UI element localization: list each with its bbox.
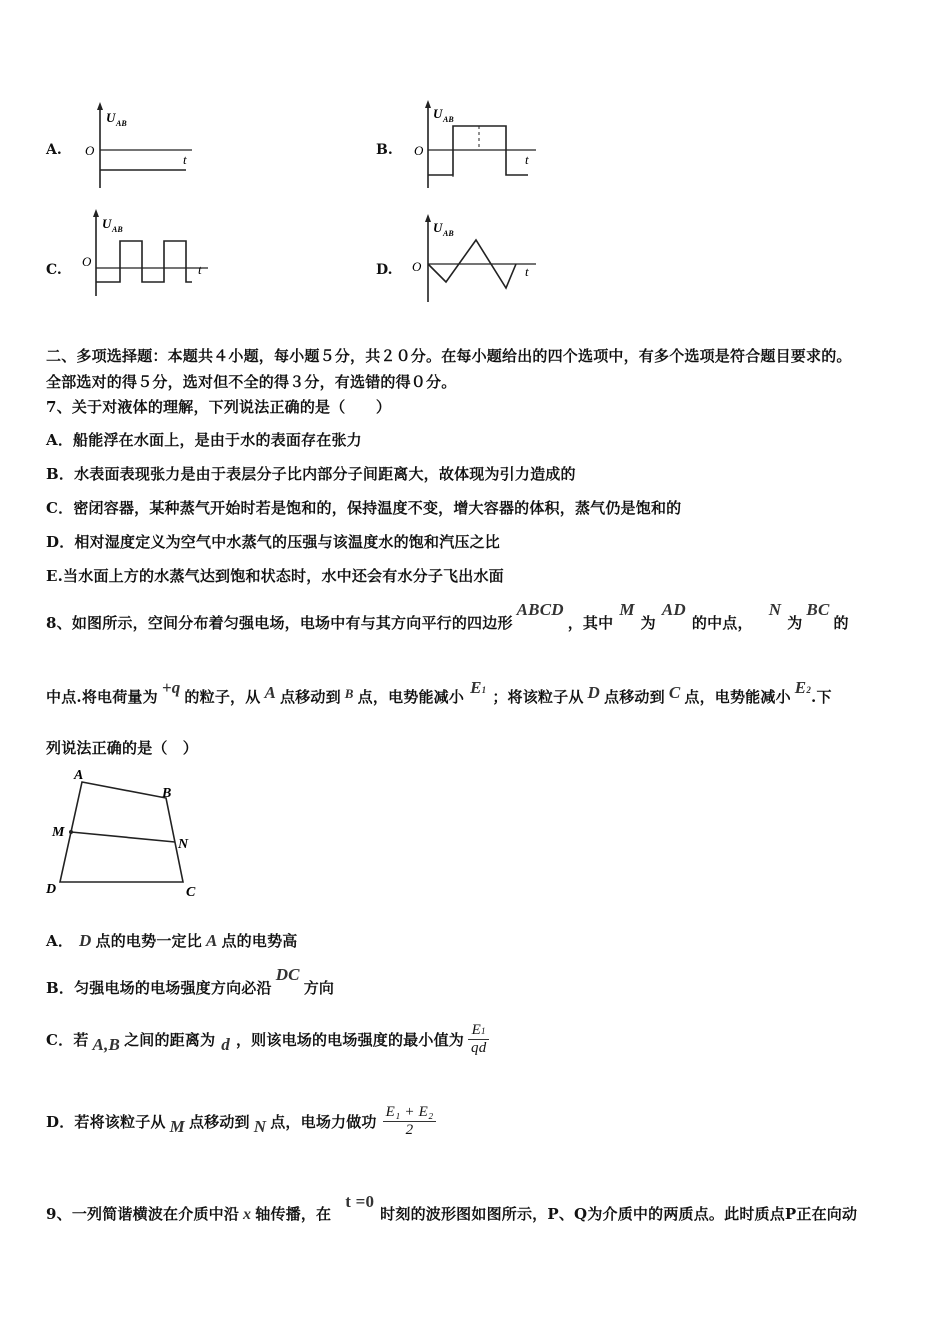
vertex-a-label: A	[74, 768, 84, 783]
q7-option-d: D．相对湿度定义为空气中水蒸气的压强与该温度水的饱和汽压之比	[46, 533, 501, 551]
math-e1: E1	[470, 678, 487, 697]
graph-option-d-label: D.	[376, 262, 393, 278]
vertex-d-label: D	[46, 882, 57, 897]
math-plus-q: +q	[161, 678, 181, 697]
q7-option-a: A．船能浮在水面上，是由于水的表面存在张力	[46, 431, 362, 449]
q8-stem-line2: 中点.将电荷量为 +q 的粒子，从 A 点移动到 B 点，电势能减小 E1 ；将该粒子从 D 点移动到 C 点，电势能减小 E2.下	[46, 678, 832, 706]
vertex-b-label: B	[162, 786, 172, 801]
axis-y-sub: AB	[116, 119, 127, 128]
q8-option-c: C．若 A,B 之间的距离为 d ，则该电场的电场强度的最小值为 $\frac{E1}{qd}$	[46, 1022, 489, 1057]
q7-option-c: C．密闭容器，某种蒸气开始时若是饱和的，保持温度不变，增大容器的体积，蒸气仍是饱和的	[46, 499, 682, 517]
math-abcd: ABCD	[516, 600, 564, 619]
axis-y-label: U	[433, 220, 443, 235]
axis-y-label: U	[433, 106, 443, 121]
graph-option-b	[408, 98, 540, 192]
axis-y-label: U	[106, 110, 116, 125]
graph-option-c	[80, 206, 214, 300]
q8-stem-line1: 8、如图所示，空间分布着匀强电场，电场中有与其方向平行的四边形ABCD，其中M为AD的中点，N为BC的	[46, 600, 849, 632]
origin-label: O	[414, 143, 424, 158]
graph-option-c-label: C.	[46, 262, 62, 278]
section-heading-line1: 二、多项选择题：本题共４小题，每小题５分，共２０分。在每小题给出的四个选项中，有多个选项是符合题目要求的。	[46, 347, 852, 365]
math-bc: BC	[806, 600, 830, 619]
axis-x-label: t	[198, 262, 202, 277]
origin-label: O	[82, 254, 92, 269]
axis-x-label: t	[525, 264, 529, 279]
q8-option-d: D．若将该粒子从 M 点移动到 N 点，电场力做功 $\frac{\text{E₁ + E₂}}{2}$	[46, 1104, 436, 1139]
origin-label: O	[412, 259, 422, 274]
axis-x-label: t	[183, 152, 187, 167]
math-m: M	[619, 600, 635, 619]
graph-option-d	[408, 212, 540, 306]
math-e2: E2	[794, 678, 812, 697]
graph-option-a-label: A.	[46, 142, 62, 158]
math-dc: DC	[275, 965, 300, 984]
section-heading-line2: 全部选对的得５分，选对但不全的得３分，有选错的得０分。	[46, 373, 457, 391]
math-n: N	[768, 600, 782, 619]
q8-option-a: A． D 点的电势一定比 A 点的电势高	[46, 931, 298, 950]
midpoint-n-label: N	[178, 837, 189, 852]
q7-option-e: E.当水面上方的水蒸气达到饱和状态时，水中还会有水分子飞出水面	[46, 567, 504, 585]
q7-stem: 7、关于对液体的理解，下列说法正确的是（ ）	[46, 398, 392, 416]
q8-stem-line3: 列说法正确的是（ ）	[46, 739, 199, 757]
q9-stem: 9、一列简谐横波在介质中沿 x 轴传播，在t =0时刻的波形图如图所示，P、Q为介质中的两质点。此时质点P正在向动	[46, 1192, 858, 1223]
axis-y-sub: AB	[443, 115, 454, 124]
axis-y-sub: AB	[443, 229, 454, 238]
vertex-c-label: C	[186, 885, 196, 900]
midpoint-m-label: M	[52, 825, 65, 840]
q7-option-b: B．水表面表现张力是由于表层分子比内部分子间距离大，故体现为引力造成的	[46, 465, 576, 483]
axis-y-sub: AB	[112, 225, 123, 234]
q8-quadrilateral-figure	[40, 762, 210, 904]
fraction-e1-over-qd: $\frac{E1}{qd}$	[468, 1022, 489, 1057]
graph-option-b-label: B.	[376, 142, 393, 158]
axis-y-label: U	[102, 216, 112, 231]
fraction-e1-plus-e2-over-2: $\frac{\text{E₁ + E₂}}{2}$	[383, 1104, 437, 1139]
graph-option-a	[80, 98, 200, 192]
axis-x-label: t	[525, 152, 529, 167]
math-ad: AD	[661, 600, 686, 619]
math-t-equals-0: t =0	[345, 1192, 375, 1211]
origin-label: O	[85, 143, 95, 158]
q8-option-b: B．匀强电场的电场强度方向必沿DC方向	[46, 965, 335, 997]
